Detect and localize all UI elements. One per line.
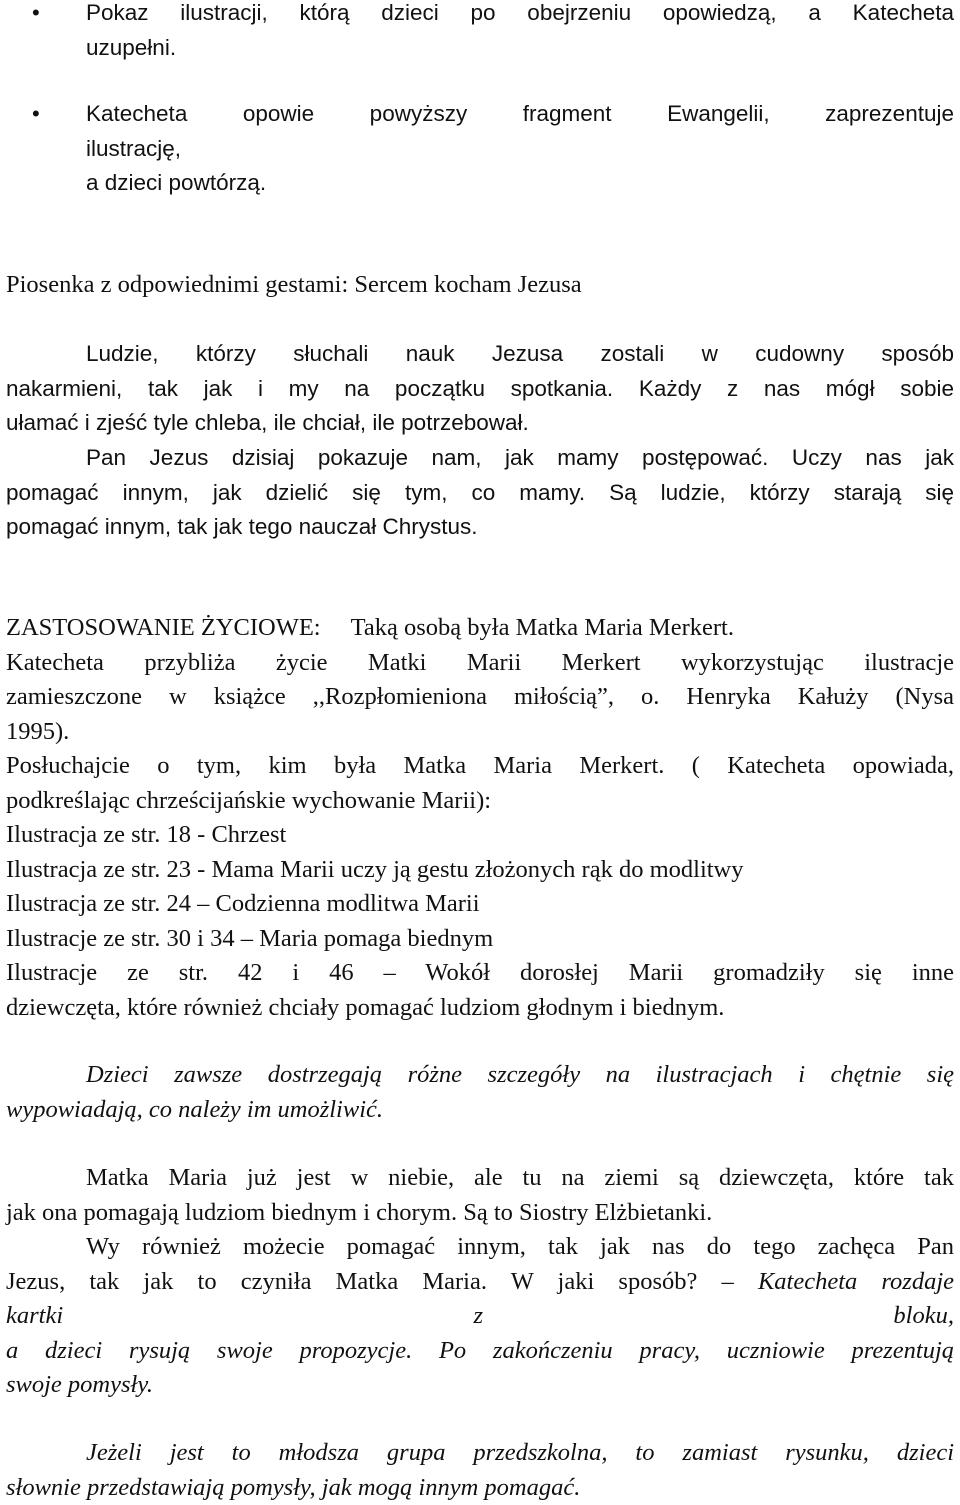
paragraph-line: Wy również możecie pomagać innym, tak jak nas do tego zachęca Pan — [6, 1230, 954, 1265]
instruction-line: a dzieci rysują swoje propozycje. Po zakończeniu pracy, uczniowie prezentują — [6, 1334, 954, 1369]
application-first-line — [6, 611, 954, 646]
paragraph-line — [6, 1265, 954, 1300]
paragraph-line: pomagać innym, jak dzielić się tym, co mamy. Są ludzie, którzy starają się — [6, 476, 954, 511]
illustration-item: Ilustracje ze str. 42 i 46 – Wokół dorosłej Marii gromadziły się inne — [6, 956, 954, 991]
bullet-line: uzupełni. — [86, 31, 954, 66]
note-line: wypowiadają, co należy im umożliwić. — [6, 1093, 954, 1128]
paragraph-line: Matka Maria już jest w niebie, ale tu na ziemi są dziewczęta, które tak — [6, 1161, 954, 1196]
bullet-dot: • — [32, 0, 40, 31]
bullet-line: Katecheta opowie powyższy fragment Ewangelii, zaprezentuje — [86, 97, 954, 132]
teacher-note — [6, 1058, 954, 1127]
illustration-item: Ilustracja ze str. 23 - Mama Marii uczy ją gestu złożonych rąk do modlitwy — [6, 853, 954, 888]
paragraph-line: nakarmieni, tak jak i my na początku spotkania. Każdy z nas mógł sobie — [6, 372, 954, 407]
note-line: Jeżeli jest to młodsza grupa przedszkolna, to zamiast rysunku, dzieci — [6, 1436, 954, 1471]
paragraph-line: dziewczęta, które również chciały pomagać ludziom głodnym i biednym. — [6, 991, 954, 1026]
song-paragraph-1 — [6, 337, 954, 441]
final-note — [6, 1436, 954, 1505]
illustration-item: Ilustracja ze str. 24 – Codzienna modlitwa Marii — [6, 887, 954, 922]
song-heading-block — [6, 268, 954, 303]
paragraph-line: jak ona pomagają ludziom biednym i chorym. Są to Siostry Elżbietanki. — [6, 1196, 954, 1231]
illustration-item: Ilustracje ze str. 30 i 34 – Maria pomaga biednym — [6, 922, 954, 957]
application-section — [6, 611, 954, 1025]
paragraph-line: Posłuchajcie o tym, kim była Matka Maria Merkert. ( Katecheta opowiada, — [6, 749, 954, 784]
bullet-dot: • — [32, 97, 40, 132]
paragraph-line: Katecheta przybliża życie Matki Marii Merkert wykorzystując ilustracje — [6, 646, 954, 681]
bullet-line: ilustrację, — [86, 132, 954, 167]
paragraph-line: ułamać i zjeść tyle chleba, ile chciał, ile potrzebował. — [6, 406, 954, 441]
paragraph-line: Ludzie, którzy słuchali nauk Jezusa zostali w cudowny sposób — [6, 337, 954, 372]
closing-section — [6, 1161, 954, 1403]
paragraph-line: zamieszczone w książce ,,Rozpłomieniona miłością”, o. Henryka Kałuży (Nysa — [6, 680, 954, 715]
note-line: Dzieci zawsze dostrzegają różne szczegóły na ilustracjach i chętnie się — [6, 1058, 954, 1093]
note-line: słownie przedstawiają pomysły, jak mogą innym pomagać. — [6, 1471, 954, 1505]
closing-italic-text: Katecheta rozdaje — [758, 1268, 954, 1295]
bullet-line: a dzieci powtórzą. — [86, 166, 954, 201]
bullet-line: Pokaz ilustracji, którą dzieci po obejrzeniu opowiedzą, a Katecheta — [86, 0, 954, 31]
paragraph-line: podkreślając chrześcijańskie wychowanie Marii): — [6, 784, 954, 819]
instruction-line: kartki z bloku, — [6, 1299, 954, 1334]
application-lead: Taką osobą była Matka Maria Merkert. — [351, 614, 734, 641]
paragraph-line: pomagać innym, tak jak tego nauczał Chrystus. — [6, 510, 954, 545]
application-label: ZASTOSOWANIE ŻYCIOWE: — [6, 614, 321, 641]
closing-normal-text: Jezus, tak jak to czyniła Matka Maria. W jaki sposób? – — [6, 1268, 734, 1295]
song-paragraph-2 — [6, 441, 954, 545]
paragraph-line: Pan Jezus dzisiaj pokazuje nam, jak mamy postępować. Uczy nas jak — [6, 441, 954, 476]
illustration-item: Ilustracja ze str. 18 - Chrzest — [6, 818, 954, 853]
section-heading: Piosenka z odpowiednimi gestami: Sercem kocham Jezusa — [6, 268, 954, 303]
instruction-line: swoje pomysły. — [6, 1368, 954, 1403]
paragraph-line: 1995). — [6, 715, 954, 750]
